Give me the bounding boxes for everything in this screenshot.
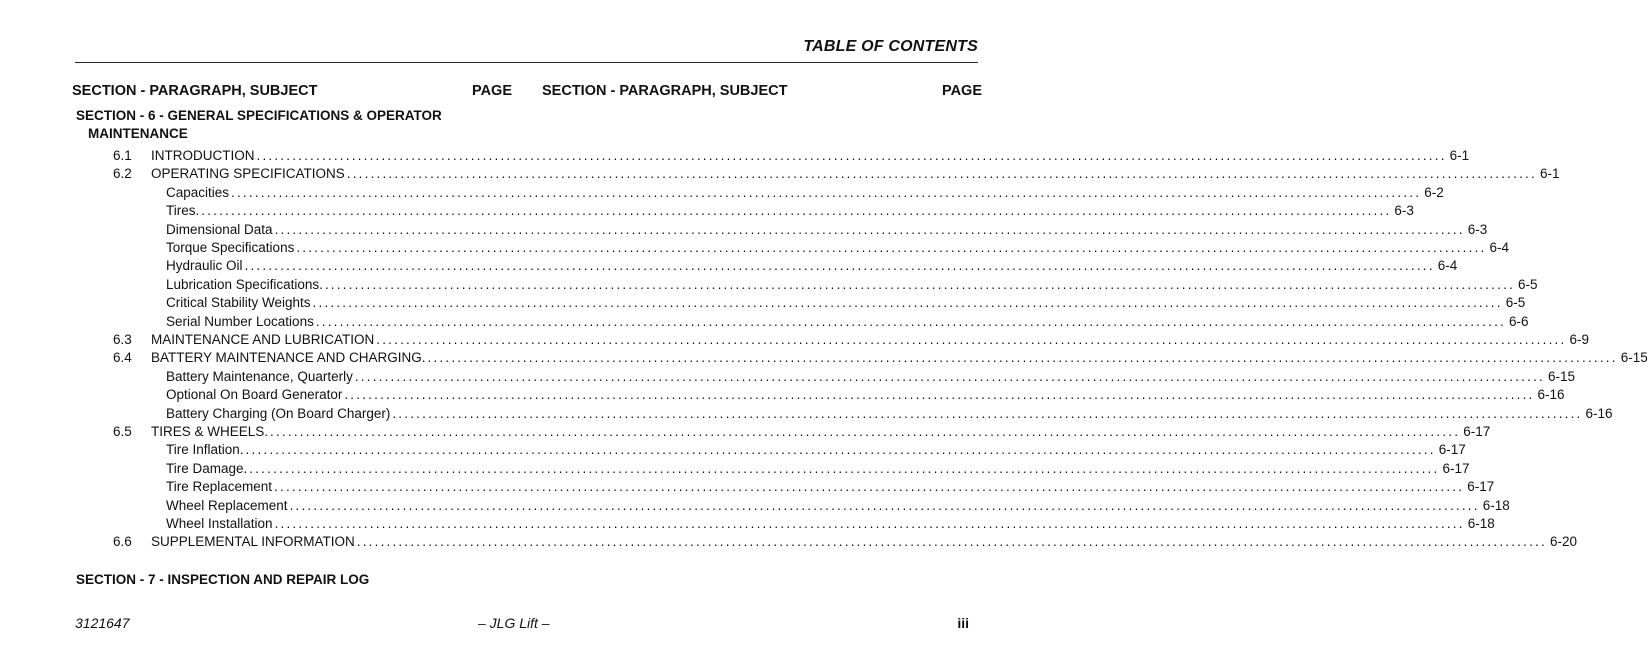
toc-entry[interactable] [166, 257, 1458, 275]
toc-entry-label: Lubrication Specifications. [166, 276, 323, 292]
toc-entry-page: 6-6 [1508, 313, 1529, 329]
toc-entry-page: 6-18 [1467, 516, 1495, 531]
page-title: TABLE OF CONTENTS [803, 38, 978, 55]
section-6-title-line2: MAINTENANCE [88, 126, 188, 141]
toc-entry-page: 6-2 [1424, 184, 1444, 200]
toc-leader-dots: ........................................................................................................................................................................................................ [346, 166, 1537, 182]
toc-leader-dots: ........................................................................................................................................................................................................ [376, 332, 1567, 347]
toc-leader-dots: ........................................................................................................................................................................................................ [315, 313, 1506, 329]
toc-entry-label: Hydraulic Oil [166, 258, 243, 274]
section-7-heading: SECTION - 7 - INSPECTION AND REPAIR LOG [76, 572, 370, 587]
left-subject-heading: SECTION - PARAGRAPH, SUBJECT [72, 83, 318, 99]
toc-leader-dots: ........................................................................................................................................................................................................ [312, 295, 1503, 311]
toc-entry-number: 6.4 [113, 350, 132, 366]
footer-brand: – JLG Lift – [478, 615, 550, 631]
section-6-heading [76, 107, 456, 143]
toc-leader-dots: ........................................................................................................................................................................................................ [356, 534, 1547, 550]
toc-entry-label-group [166, 478, 1464, 496]
toc-entry-page: 6-15 [1548, 368, 1576, 384]
toc-entry[interactable] [166, 497, 1510, 515]
toc-entry[interactable] [166, 184, 1444, 202]
toc-entry-label-group [166, 202, 1391, 220]
toc-leader-dots: ........................................................................................................................................................................................................ [354, 368, 1545, 384]
toc-leader-dots: ........................................................................................................................................................................................................ [427, 350, 1618, 366]
toc-entry-page: 6-17 [1438, 442, 1466, 458]
toc-entry-label-group [151, 331, 1566, 349]
right-column-header [542, 83, 982, 99]
right-page-heading: PAGE [941, 83, 982, 99]
toc-entry-page: 6-4 [1489, 240, 1509, 255]
toc-entry-number: 6.6 [113, 534, 132, 550]
toc-entry-label: Tire Inflation. [166, 442, 244, 458]
toc-leader-dots: ........................................................................................................................................................................................................ [249, 460, 1440, 476]
toc-entry-label-group [166, 460, 1439, 478]
toc-entry-label-group [151, 533, 1547, 551]
toc-entry-label-group [166, 441, 1436, 459]
left-column-header [72, 83, 512, 99]
toc-entry-label: Battery Maintenance, Quarterly [166, 368, 353, 384]
toc-entry-number: 6.3 [113, 332, 132, 347]
toc-entry-page: 6-18 [1482, 497, 1510, 513]
toc-entry-label: INTRODUCTION [151, 148, 255, 163]
toc-entry[interactable] [166, 405, 1613, 423]
toc-entry-label: OPERATING SPECIFICATIONS [151, 166, 345, 182]
toc-entry-label: Serial Number Locations [166, 313, 314, 329]
toc-entry-page: 6-15 [1620, 350, 1648, 366]
toc-entry-label-group [151, 423, 1460, 441]
toc-entry[interactable] [166, 221, 1488, 239]
toc-entry[interactable] [166, 313, 1529, 331]
toc-leader-dots: ........................................................................................................................................................................................................ [270, 424, 1461, 439]
toc-entry-label-group [166, 313, 1506, 331]
toc-entry[interactable] [166, 441, 1466, 459]
toc-entry-label-group [151, 147, 1447, 165]
toc-leader-dots: ........................................................................................................................................................................................................ [231, 184, 1422, 200]
toc-entry-label-group [166, 221, 1465, 239]
toc-entry-label: BATTERY MAINTENANCE AND CHARGING. [151, 350, 426, 366]
toc-entry[interactable] [113, 423, 1491, 441]
toc-entry[interactable] [166, 478, 1495, 496]
toc-leader-dots: ........................................................................................................................................................................................................ [244, 258, 1435, 274]
toc-entry-label: Tire Damage. [166, 460, 248, 476]
toc-entry-page: 6-16 [1537, 387, 1565, 403]
toc-entry-label: Capacities [166, 184, 230, 200]
toc-entry-label-group [166, 386, 1535, 404]
toc-entry-label: Critical Stability Weights [166, 295, 311, 311]
toc-entry-page: 6-17 [1442, 460, 1470, 476]
toc-entry-page: 6-5 [1505, 295, 1526, 311]
toc-entry-label-group [166, 184, 1421, 202]
toc-entry-label-group [151, 165, 1537, 183]
toc-entry[interactable] [113, 533, 1577, 551]
toc-entry-label: Tire Replacement [166, 479, 273, 495]
right-subject-heading: SECTION - PARAGRAPH, SUBJECT [542, 83, 788, 99]
left-page-heading: PAGE [471, 83, 512, 99]
toc-entry[interactable] [166, 276, 1538, 294]
toc-entry-page: 6-1 [1449, 148, 1470, 163]
toc-entry-label: Wheel Replacement [166, 497, 288, 513]
page-number: iii [957, 615, 969, 631]
toc-entry-label: MAINTENANCE AND LUBRICATION [151, 332, 375, 347]
toc-entry[interactable] [166, 294, 1526, 312]
toc-entry-label: Torque Specifications [166, 240, 295, 255]
toc-entry-label-group [166, 276, 1515, 294]
toc-leader-dots: ........................................................................................................................................................................................................ [274, 221, 1465, 237]
toc-entry-label-group [166, 239, 1486, 257]
toc-entry-page: 6-3 [1467, 221, 1488, 237]
toc-entry[interactable] [166, 460, 1470, 478]
toc-entry[interactable] [166, 368, 1576, 386]
toc-entry-label-group [151, 349, 1618, 367]
toc-entry[interactable] [166, 202, 1414, 220]
toc-entry[interactable] [113, 331, 1589, 349]
toc-leader-dots: ........................................................................................................................................................................................................ [392, 405, 1583, 421]
toc-entry-number: 6.1 [113, 148, 132, 163]
toc-leader-dots: ........................................................................................................................................................................................................ [274, 516, 1465, 531]
toc-leader-dots: ........................................................................................................................................................................................................ [274, 479, 1465, 495]
toc-entry[interactable] [166, 515, 1495, 533]
toc-entry-page: 6-3 [1394, 203, 1414, 219]
document-number: 3121647 [75, 615, 130, 631]
toc-entry-number: 6.2 [113, 166, 132, 182]
toc-leader-dots: ........................................................................................................................................................................................................ [324, 276, 1515, 292]
toc-entry-label-group [166, 405, 1583, 423]
toc-entry-label: Optional On Board Generator [166, 387, 343, 403]
toc-leader-dots: ........................................................................................................................................................................................................ [289, 497, 1480, 513]
toc-entry-page: 6-9 [1569, 332, 1589, 347]
toc-entry-page: 6-20 [1549, 534, 1577, 550]
toc-entry-label: Dimensional Data [166, 221, 273, 237]
section-6-title-line1: SECTION - 6 - GENERAL SPECIFICATIONS & OPERATOR [76, 108, 442, 123]
header-rule [75, 62, 978, 63]
toc-entry[interactable] [166, 239, 1509, 257]
toc-leader-dots: ........................................................................................................................................................................................................ [245, 442, 1436, 458]
toc-entry[interactable] [113, 147, 1470, 165]
toc-entry-page: 6-17 [1467, 479, 1495, 495]
toc-leader-dots: ........................................................................................................................................................................................................ [344, 387, 1535, 403]
toc-entry[interactable] [166, 386, 1565, 404]
toc-entry-page: 6-1 [1539, 166, 1560, 182]
toc-entry[interactable] [113, 349, 1648, 367]
toc-entry-label: Tires. [166, 203, 200, 219]
toc-entry-page: 6-5 [1518, 276, 1538, 292]
toc-entry-label-group [166, 294, 1503, 312]
toc-leader-dots: ........................................................................................................................................................................................................ [296, 240, 1487, 255]
toc-entry-label-group [166, 515, 1465, 533]
toc-entry-label: Battery Charging (On Board Charger) [166, 405, 391, 421]
toc-entry-page: 6-16 [1585, 405, 1613, 421]
toc-entry-page: 6-4 [1437, 258, 1458, 274]
toc-leader-dots: ........................................................................................................................................................................................................ [256, 148, 1447, 163]
toc-entry-page: 6-17 [1463, 424, 1491, 439]
toc-entry-label-group [166, 257, 1435, 275]
toc-entry-label: TIRES & WHEELS. [151, 424, 269, 439]
toc-entry-label: SUPPLEMENTAL INFORMATION [151, 534, 355, 550]
toc-entry-label-group [166, 497, 1480, 515]
toc-entry-label-group [166, 368, 1545, 386]
toc-leader-dots: ........................................................................................................................................................................................................ [201, 203, 1392, 219]
toc-entry-label: Wheel Installation [166, 516, 273, 531]
toc-entry[interactable] [113, 165, 1560, 183]
toc-entry-number: 6.5 [113, 424, 132, 439]
